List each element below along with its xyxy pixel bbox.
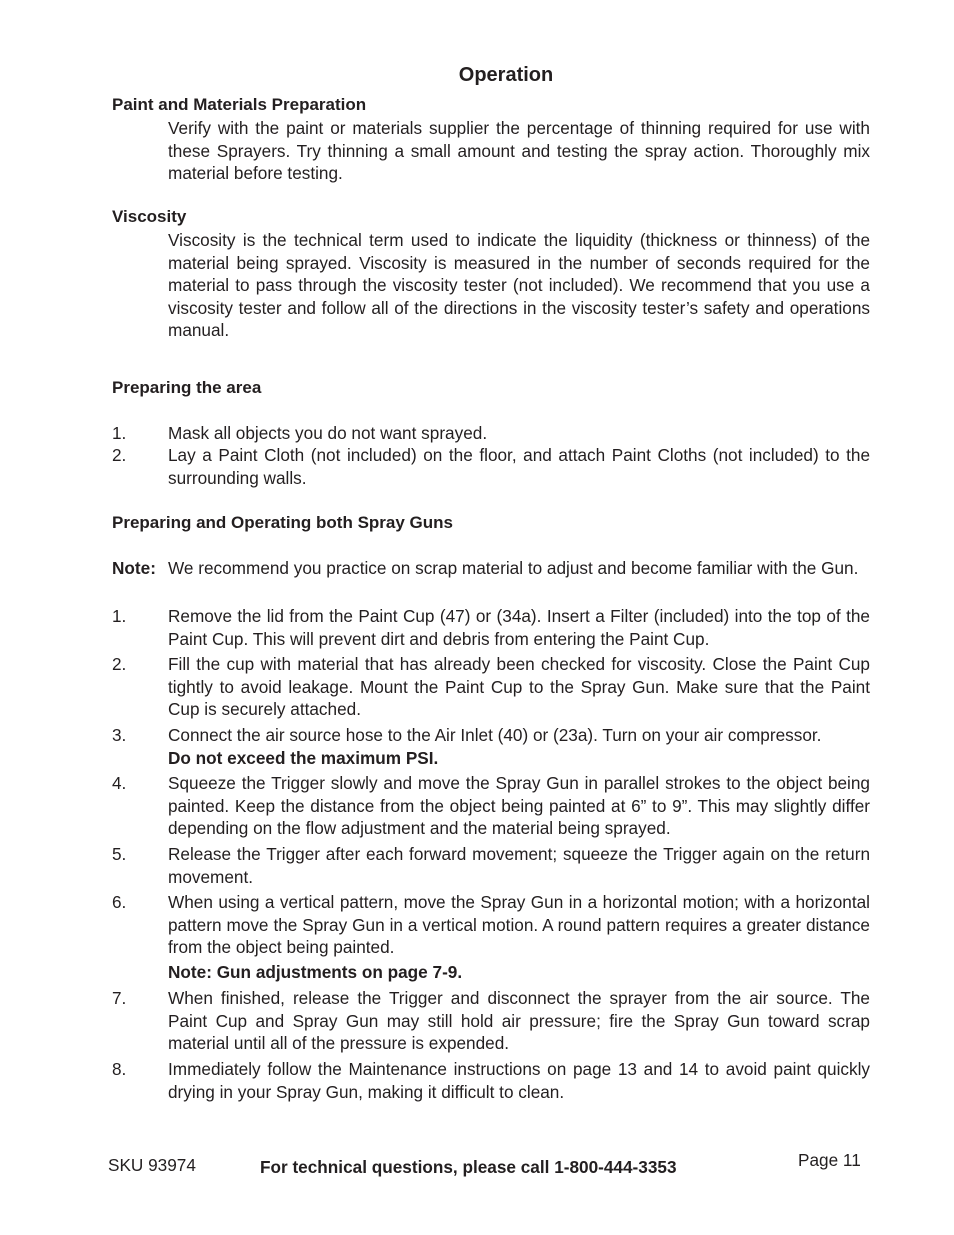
- list-item: [112, 891, 870, 959]
- item-text: Mask all objects you do not want sprayed.: [168, 423, 488, 443]
- list-item: [112, 444, 870, 489]
- paint-prep-text: Verify with the paint or materials supplier the percentage of thinning required for use with these Sprayers. Try thinning a small amount and testing the spray action. Thoroughly mix material before testing.: [168, 118, 870, 184]
- list-item: [112, 987, 870, 1055]
- note-label: Note:: [112, 558, 156, 578]
- note-item: [112, 557, 870, 580]
- viscosity-text: Viscosity is the technical term used to indicate the liquidity (thickness or thinness) of the material being sprayed. Viscosity is measured in the number of seconds required for the material to pass through the viscosity tester (not included). We recommend that you use a viscosity tester and follow all of the directions in the viscosity tester’s safety and operations manual.: [168, 230, 870, 341]
- list-item: [112, 1058, 870, 1103]
- note-text: We recommend you practice on scrap material to adjust and become familiar with the Gun.: [168, 558, 859, 578]
- item-text: Remove the lid from the Paint Cup (47) or (34a). Insert a Filter (included) into the top of the Paint Cup. This will prevent dirt and debris from entering the Paint Cup.: [168, 606, 870, 649]
- footer-sku: SKU 93974: [108, 1155, 196, 1175]
- item-number: 2.: [112, 654, 127, 674]
- item-text: Lay a Paint Cloth (not included) on the floor, and attach Paint Cloths (not included) to the surrounding walls.: [168, 445, 870, 488]
- item-number: 7.: [112, 988, 127, 1008]
- item-text: [168, 724, 870, 769]
- item-number: 3.: [112, 725, 127, 745]
- item-number: 4.: [112, 773, 127, 793]
- heading-spray-guns: Preparing and Operating both Spray Guns: [112, 513, 453, 532]
- item-text: When finished, release the Trigger and disconnect the sprayer from the air source. The Paint Cup and Spray Gun may still hold air pressure; fire the Spray Gun toward scrap material until all of the pressure is expended.: [168, 988, 870, 1054]
- item-text: Fill the cup with material that has already been checked for viscosity. Close the Paint Cup tightly to avoid leakage. Mount the Paint Cup to the Spray Gun. Make sure that the Paint Cup is securely attached.: [168, 654, 870, 720]
- heading-viscosity: Viscosity: [112, 207, 187, 226]
- item-text: Release the Trigger after each forward movement; squeeze the Trigger again on the return movement.: [168, 844, 870, 887]
- list-item: [112, 422, 870, 445]
- item-number: 2.: [112, 445, 127, 465]
- list-item: [112, 724, 870, 769]
- item-text: Immediately follow the Maintenance instructions on page 13 and 14 to avoid paint quickly drying in your Spray Gun, making it difficult to clean.: [168, 1059, 870, 1102]
- footer-page-number: Page 11: [798, 1150, 861, 1170]
- list-item: [112, 843, 870, 888]
- heading-paint-prep: Paint and Materials Preparation: [112, 95, 367, 114]
- item-number: 6.: [112, 892, 127, 912]
- list-item: [112, 772, 870, 840]
- item-number: 1.: [112, 423, 127, 443]
- list-item: [112, 605, 870, 650]
- item-number: 1.: [112, 606, 127, 626]
- page-title: Operation: [458, 64, 554, 86]
- footer-tech-support: For technical questions, please call 1-800-444-3353: [260, 1157, 677, 1177]
- item-number: 8.: [112, 1059, 127, 1079]
- item-text-main: Connect the air source hose to the Air Inlet (40) or (23a). Turn on your air compressor.: [168, 725, 822, 745]
- item-warning: Do not exceed the maximum PSI.: [168, 747, 439, 768]
- gun-adjustments-note: Note: Gun adjustments on page 7-9.: [168, 962, 463, 982]
- item-text: Squeeze the Trigger slowly and move the Spray Gun in parallel strokes to the object being painted. Keep the distance from the object being painted at 6” to 9”. This may slightly differ depending on the flow adjustment and the material being sprayed.: [168, 773, 870, 839]
- item-text: When using a vertical pattern, move the Spray Gun in a horizontal motion; with a horizontal pattern move the Spray Gun in a vertical motion. A round pattern requires a greater distance from the object being painted.: [168, 892, 870, 958]
- list-item: [112, 653, 870, 721]
- item-number: 5.: [112, 844, 127, 864]
- heading-preparing-area: Preparing the area: [112, 378, 262, 397]
